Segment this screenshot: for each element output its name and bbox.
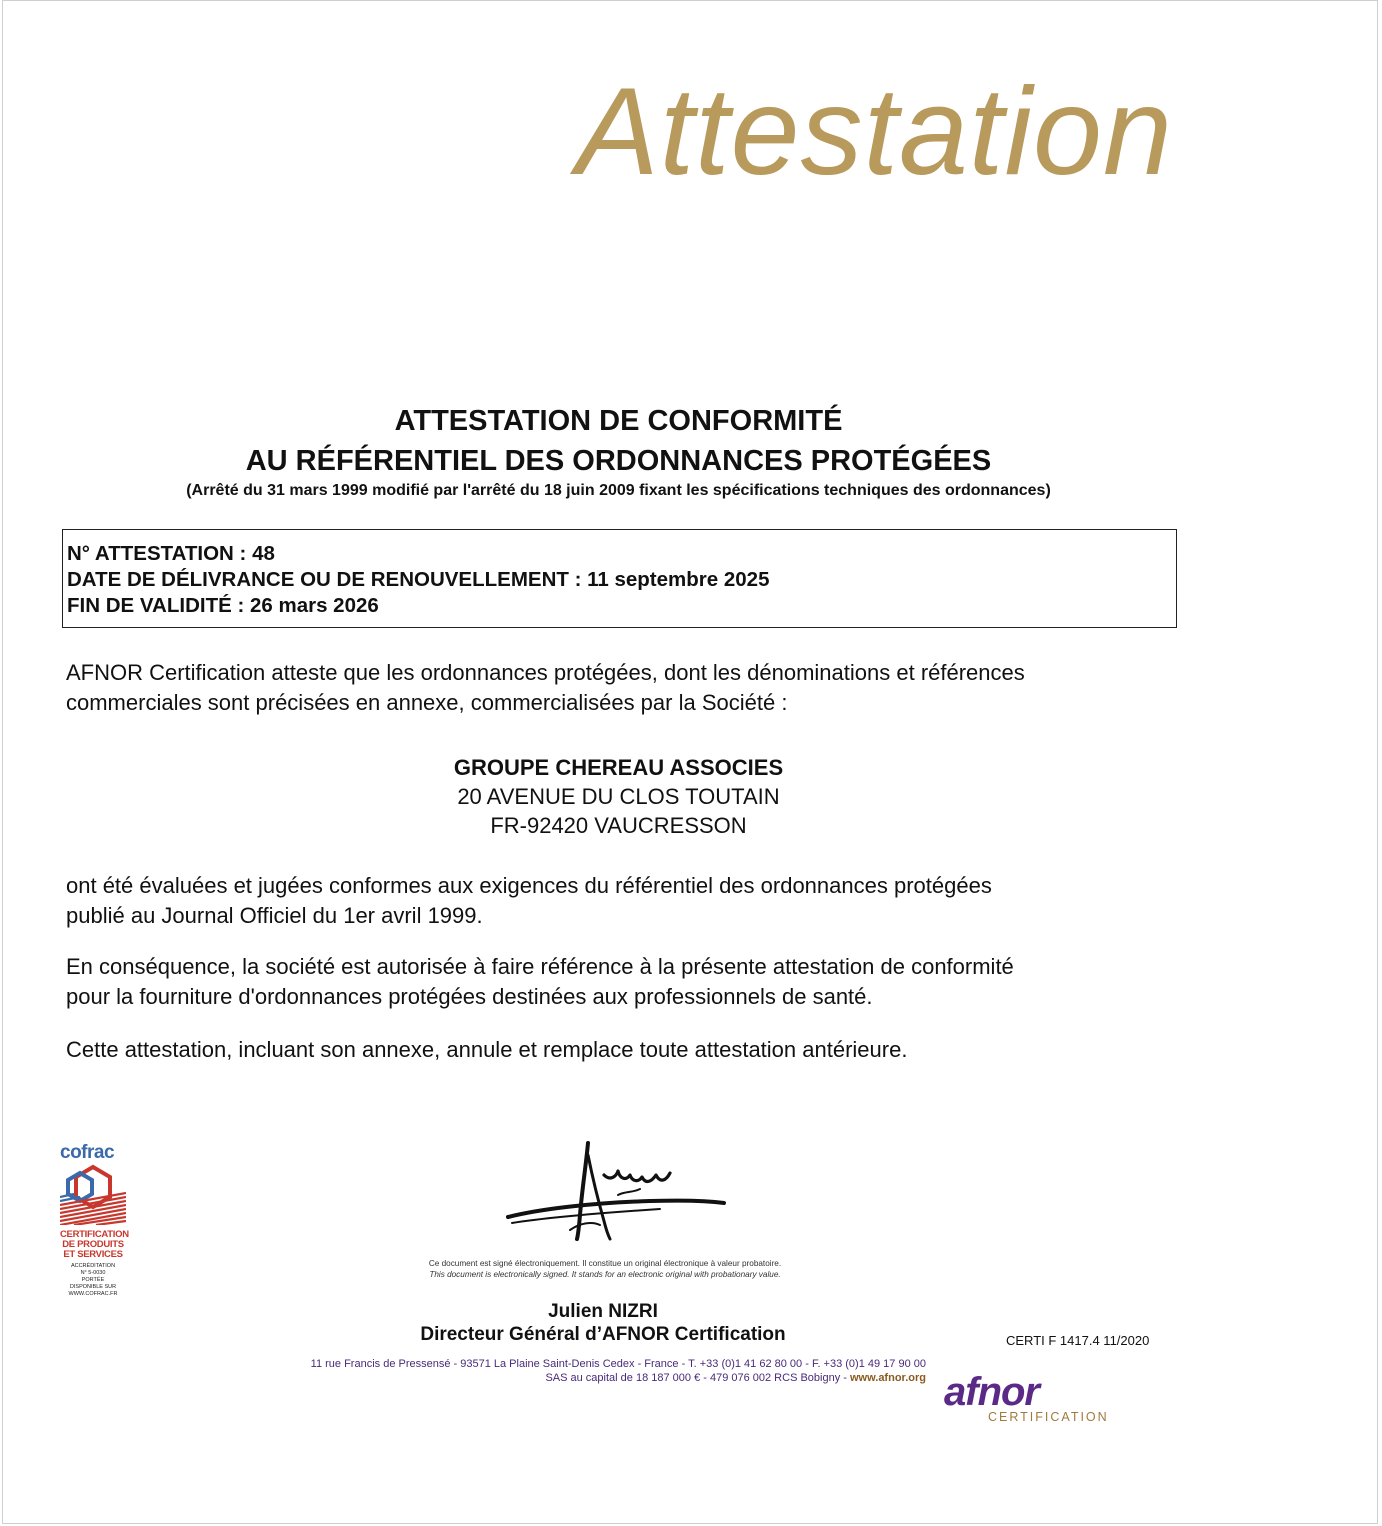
evaluation-line-1: ont été évaluées et jugées conformes aux exigences du référentiel des ordonnances protégées: [66, 873, 992, 898]
afnor-wordmark: afnor: [944, 1370, 1039, 1414]
afnor-certification-label: CERTIFICATION: [988, 1410, 1109, 1424]
electronic-signature-note-fr: Ce document est signé électroniquement. Il constitue un original électronique à valeur probatoire.: [428, 1259, 782, 1268]
footer-website-link[interactable]: www.afnor.org: [850, 1372, 926, 1384]
intro-line-2: commerciales sont précisées en annexe, commercialisées par la Société :: [66, 690, 788, 715]
cofrac-label-1: CERTIFICATION: [60, 1229, 129, 1240]
heading-subtitle: (Arrêté du 31 mars 1999 modifié par l'arrêté du 18 juin 2009 fixant les spécifications techniques des ordonnances): [186, 482, 1051, 499]
intro-line-1: AFNOR Certification atteste que les ordonnances protégées, dont les dénominations et références: [66, 660, 1025, 685]
cancellation-paragraph: Cette attestation, incluant son annexe, annule et remplace toute attestation antérieure.: [66, 1037, 908, 1062]
company-street: 20 AVENUE DU CLOS TOUTAIN: [457, 784, 780, 809]
cofrac-logo: [60, 1142, 129, 1313]
evaluation-line-2: publié au Journal Officiel du 1er avril 1999.: [66, 903, 483, 928]
issue-date: DATE DE DÉLIVRANCE OU DE RENOUVELLEMENT : 11 septembre 2025: [67, 568, 770, 591]
document-title: Attestation: [576, 63, 1173, 201]
handwritten-signature: [500, 1135, 730, 1245]
validity-end-date: FIN DE VALIDITÉ : 26 mars 2026: [67, 594, 379, 617]
attestation-info-box: [62, 529, 1177, 628]
signer-name: Julien NIZRI: [548, 1301, 658, 1322]
company-city: FR-92420 VAUCRESSON: [490, 813, 747, 838]
consequence-paragraph: [66, 952, 1186, 1012]
cofrac-small-5: WWW.COFRAC.FR: [68, 1291, 118, 1297]
heading-line-1: ATTESTATION DE CONFORMITÉ: [394, 405, 843, 437]
footer-company-registration: SAS au capital de 18 187 000 € - 479 076 002 RCS Bobigny -: [545, 1372, 850, 1384]
evaluation-paragraph: [66, 871, 1186, 931]
consequence-line-1: En conséquence, la société est autorisée à faire référence à la présente attestation de conformité: [66, 954, 1014, 979]
intro-paragraph: [66, 658, 1186, 718]
cofrac-wordmark: cofrac: [60, 1142, 115, 1163]
heading-line-2: AU RÉFÉRENTIEL DES ORDONNANCES PROTÉGÉES: [245, 445, 992, 477]
attestation-number: N° ATTESTATION : 48: [67, 542, 275, 565]
cofrac-small-2: N° 5-0030: [80, 1270, 106, 1276]
cofrac-emblem-icon: [60, 1163, 126, 1225]
company-name: GROUPE CHEREAU ASSOCIES: [453, 755, 784, 780]
consequence-line-2: pour la fourniture d'ordonnances protégées destinées aux professionnels de santé.: [66, 984, 873, 1009]
cofrac-small-1: ACCRÉDITATION: [70, 1263, 116, 1269]
form-reference: CERTI F 1417.4 11/2020: [1006, 1333, 1150, 1348]
signer-title: Directeur Général d’AFNOR Certification: [420, 1324, 786, 1345]
electronic-signature-note-en: This document is electronically signed. It stands for an electronic original with probationary value.: [429, 1270, 781, 1279]
cofrac-label-2: DE PRODUITS: [62, 1239, 124, 1250]
footer-address-line-1: 11 rue Francis de Pressensé - 93571 La Plaine Saint-Denis Cedex - France - T. +33 (0)1 41 62 80 00 - F. +33 (0)1 49 17 90 00: [310, 1358, 926, 1370]
afnor-certification-logo: [944, 1372, 1124, 1428]
footer-address-line-2: [190, 1371, 926, 1385]
cofrac-small-3: PORTÉE: [81, 1277, 105, 1283]
cofrac-label-3: ET SERVICES: [63, 1249, 123, 1260]
cofrac-small-4: DISPONIBLE SUR: [69, 1284, 117, 1290]
